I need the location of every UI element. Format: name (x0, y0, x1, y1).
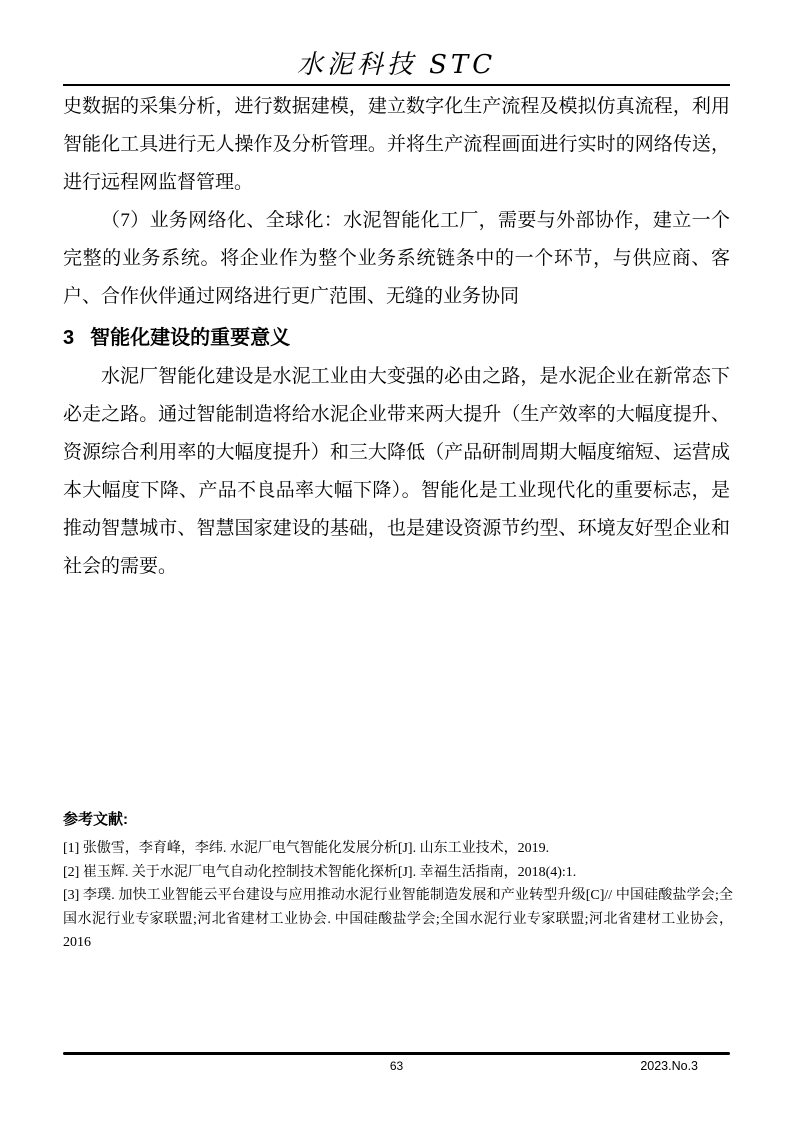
footer-rule (63, 1052, 730, 1055)
reference-item: [2] 崔玉辉. 关于水泥厂电气自动化控制技术智能化探析[J]. 幸福生活指南，2018(4):1. (63, 864, 577, 880)
paragraph-continuation: 史数据的采集分析，进行数据建模，建立数字化生产流程及模拟仿真流程，利用智能化工具进行无人操作及分析管理。并将生产流程画面进行实时的网络传送，进行远程网监督管理。 (63, 96, 730, 193)
references-section (63, 810, 733, 955)
page-number: 63 (389, 1059, 404, 1073)
header-rule (63, 84, 730, 86)
reference-item: [1] 张傲雪，李育峰，李纬. 水泥厂电气智能化发展分析[J]. 山东工业技术，2019. (63, 841, 550, 856)
references-heading: 参考文献: (63, 811, 128, 828)
page-body (63, 88, 730, 586)
section-number: 3 (63, 327, 75, 349)
paragraph-significance: 水泥厂智能化建设是水泥工业由大变强的必由之路，是水泥企业在新常态下必走之路。通过智能制造将给水泥企业带来两大提升（生产效率的大幅度提升、资源综合利用率的大幅度提升）和三大降低（产品研制周期大幅度缩短、运营成本大幅度下降、产品不良品率大幅下降）。智能化是工业现代化的重要标志，是推动智慧城市、智慧国家建设的基础，也是建设资源节约型、环境友好型企业和社会的需要。 (63, 366, 730, 577)
section-heading (63, 323, 730, 353)
paragraph-item7: （7）业务网络化、全球化：水泥智能化工厂，需要与外部协作，建立一个完整的业务系统。将企业作为整个业务系统链条中的一个环节，与供应商、客户、合作伙伴通过网络进行更广范围、无缝的业务协同 (63, 210, 730, 307)
section-title: 智能化建设的重要意义 (90, 327, 291, 349)
journal-title: 水泥科技 STC (296, 50, 497, 80)
issue-number: 2023.No.3 (640, 1059, 698, 1073)
reference-item: [3] 李璞. 加快工业智能云平台建设与应用推动水泥行业智能制造发展和产业转型升级[C]// 中国硅酸盐学会;全国水泥行业专家联盟;河北省建材工业协会. 中国硅酸盐学会;全国水泥行业专家联盟;河北省建材工业协会，2016 (63, 888, 733, 950)
